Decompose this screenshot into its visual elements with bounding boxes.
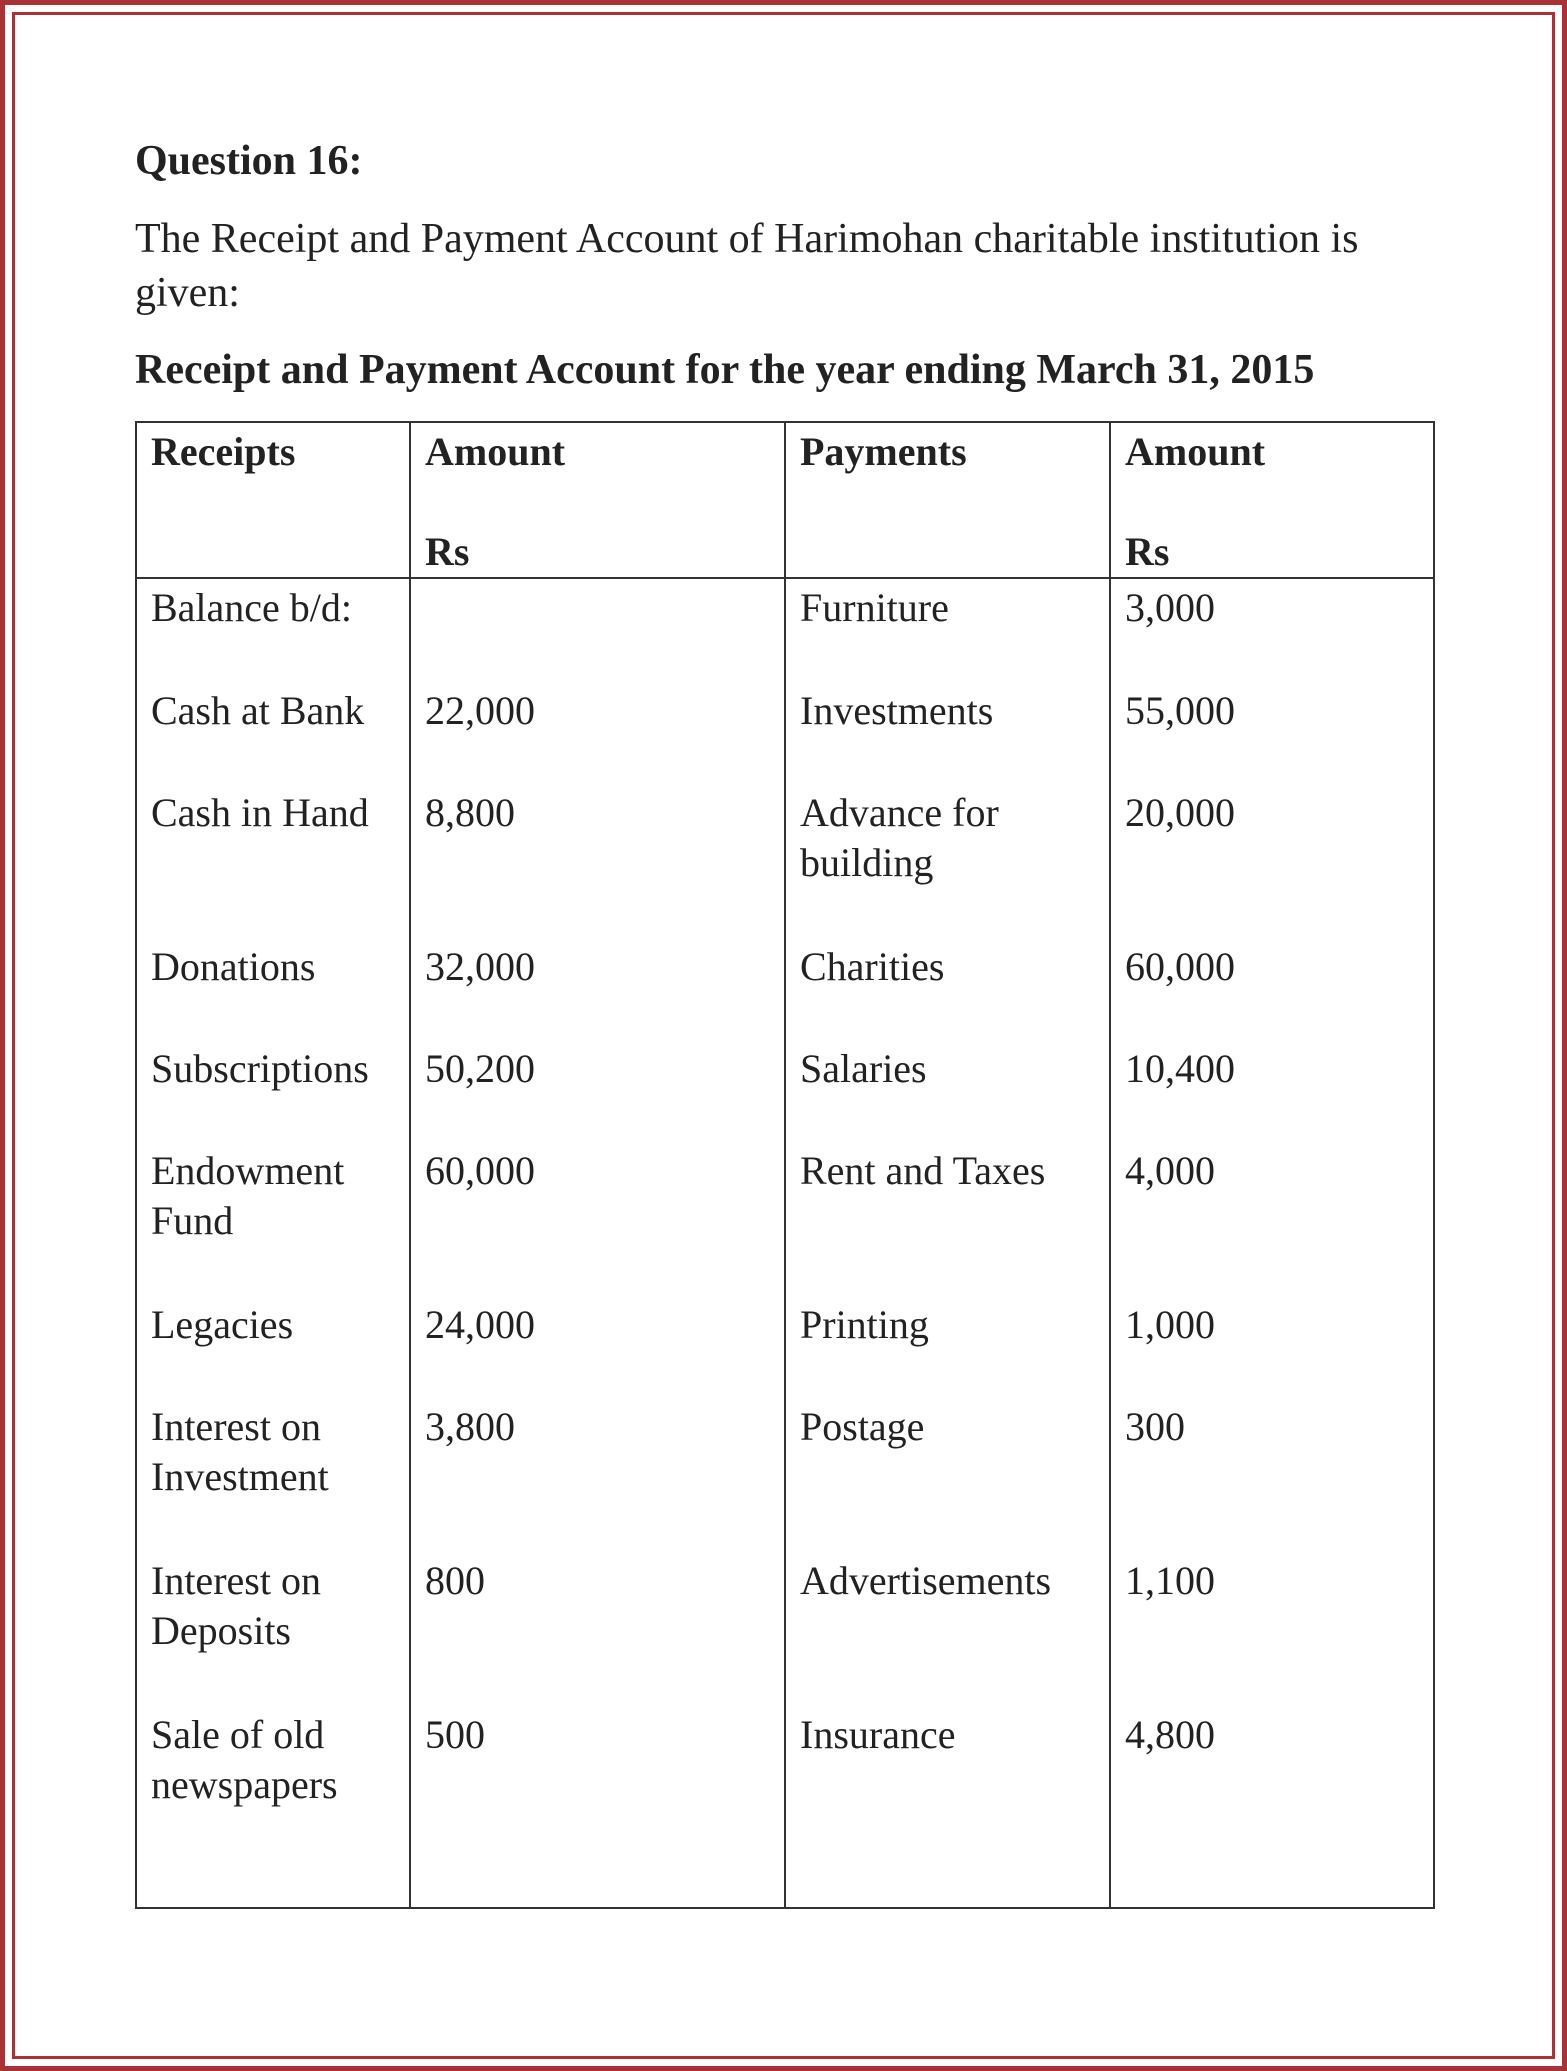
payment-amount-cell: 4,000 (1110, 1142, 1434, 1296)
header-receipts-unit: Rs (425, 529, 470, 574)
payment-amount-cell: 4,800 (1110, 1706, 1434, 1908)
question-title: Question 16: (135, 138, 363, 184)
receipt-amount-cell (410, 578, 785, 682)
table-row (136, 938, 1434, 1040)
payment-amount-cell: 300 (1110, 1398, 1434, 1552)
payment-cell: Insurance (785, 1706, 1110, 1908)
payment-cell: Charities (785, 938, 1110, 1040)
receipt-amount-cell: 24,000 (410, 1296, 785, 1398)
table-row (136, 1706, 1434, 1908)
table-row (136, 682, 1434, 784)
payment-cell: Postage (785, 1398, 1110, 1552)
payment-cell: Printing (785, 1296, 1110, 1398)
receipt-amount-cell: 500 (410, 1706, 785, 1908)
payment-amount-cell: 1,000 (1110, 1296, 1434, 1398)
table-row (136, 784, 1434, 938)
receipt-amount-cell: 800 (410, 1552, 785, 1706)
receipt-cell: Interest on Investment (136, 1398, 410, 1552)
payment-cell: Investments (785, 682, 1110, 784)
receipt-cell: Interest on Deposits (136, 1552, 410, 1706)
table-row (136, 1142, 1434, 1296)
payment-cell: Salaries (785, 1040, 1110, 1142)
header-payments-unit: Rs (1125, 529, 1170, 574)
payment-cell: Rent and Taxes (785, 1142, 1110, 1296)
question-text: The Receipt and Payment Account of Harimohan charitable institution is given: (135, 216, 1359, 316)
receipt-amount-cell: 3,800 (410, 1398, 785, 1552)
receipt-cell: Cash at Bank (136, 682, 410, 784)
header-receipts: Receipts (136, 422, 410, 578)
table-header-row (136, 422, 1434, 578)
receipt-amount-cell: 60,000 (410, 1142, 785, 1296)
receipt-cell: Balance b/d: (136, 578, 410, 682)
header-receipts-amount: Amount Rs (410, 422, 785, 578)
receipt-cell: Subscriptions (136, 1040, 410, 1142)
receipt-amount-cell: 50,200 (410, 1040, 785, 1142)
table-row (136, 1296, 1434, 1398)
receipt-amount-cell: 22,000 (410, 682, 785, 784)
table-title: Receipt and Payment Account for the year ending March 31, 2015 (135, 347, 1315, 393)
table-row (136, 1552, 1434, 1706)
payment-cell: Advance for building (785, 784, 1110, 938)
receipt-cell: Donations (136, 938, 410, 1040)
receipt-cell: Sale of old newspapers (136, 1706, 410, 1908)
payment-cell: Furniture (785, 578, 1110, 682)
payment-cell: Advertisements (785, 1552, 1110, 1706)
payment-amount-cell: 60,000 (1110, 938, 1434, 1040)
payment-amount-cell: 55,000 (1110, 682, 1434, 784)
receipt-cell: Legacies (136, 1296, 410, 1398)
payment-amount-cell: 3,000 (1110, 578, 1434, 682)
payment-amount-cell: 20,000 (1110, 784, 1434, 938)
receipt-payment-table (135, 421, 1435, 1909)
receipt-cell: Cash in Hand (136, 784, 410, 938)
table-row (136, 1398, 1434, 1552)
table-row (136, 578, 1434, 682)
header-payments-amount: Amount Rs (1110, 422, 1434, 578)
receipt-cell: Endowment Fund (136, 1142, 410, 1296)
header-payments: Payments (785, 422, 1110, 578)
table-row (136, 1040, 1434, 1142)
payment-amount-cell: 1,100 (1110, 1552, 1434, 1706)
receipt-amount-cell: 32,000 (410, 938, 785, 1040)
payment-amount-cell: 10,400 (1110, 1040, 1434, 1142)
receipt-amount-cell: 8,800 (410, 784, 785, 938)
